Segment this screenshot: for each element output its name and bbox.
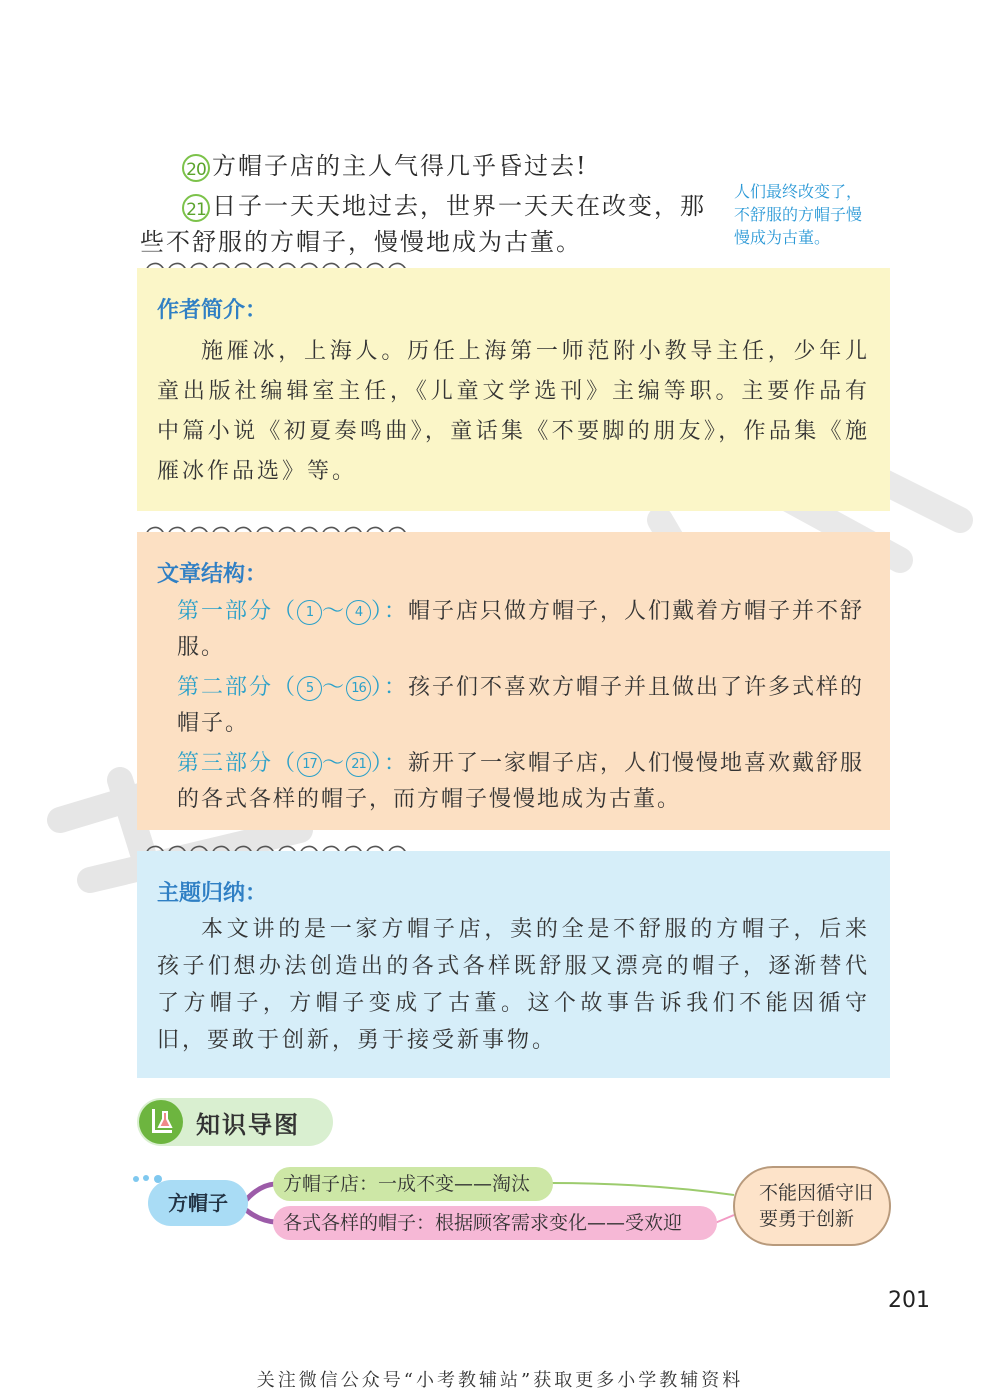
flask-icon	[139, 1100, 183, 1144]
paragraph-20	[182, 146, 588, 186]
mind-map-branch-a: 方帽子店：一成不变——淘汰	[273, 1167, 553, 1201]
conclusion-line: 不能因循守旧	[759, 1182, 874, 1204]
margin-note-line: 人们最终改变了，	[734, 182, 863, 201]
part-text: 帽子店只做方帽子，人们戴着方帽子并不舒服。	[177, 599, 865, 660]
paragraph-21-text-1: 日子一天天地过去，世界一天天在改变，那	[212, 192, 706, 220]
part-label: 第三部分（	[177, 751, 298, 776]
author-intro-box	[137, 268, 890, 511]
structure-part	[157, 746, 870, 818]
margin-note-line: 不舒服的方帽子慢	[734, 205, 863, 224]
author-intro-text: 施雁冰，上海人。历任上海第一师范附小教导主任，少年儿童出版社编辑室主任，《儿童文学选刊》主编等职。主要作品有中篇小说《初夏奏鸣曲》，童话集《不要脚的朋友》，作品集《施雁冰作品选》等。	[157, 339, 870, 484]
part-text: 孩子们不喜欢方帽子并且做出了许多式样的帽子。	[177, 675, 865, 736]
part-from: 17	[297, 752, 322, 777]
paragraph-21-line1	[182, 186, 722, 226]
part-from: 5	[297, 676, 322, 701]
conclusion-line: 要勇于创新	[759, 1208, 855, 1230]
theme-title: 主题归纳：	[157, 881, 268, 906]
part-close: ）：	[371, 751, 409, 776]
theme-box	[137, 851, 890, 1078]
part-sep: ～	[322, 599, 347, 624]
part-label: 第二部分（	[177, 675, 298, 700]
part-sep: ～	[322, 751, 347, 776]
mind-map-conclusion	[733, 1166, 891, 1246]
structure-part	[157, 594, 870, 666]
theme-text: 本文讲的是一家方帽子店，卖的全是不舒服的方帽子，后来孩子们想办法创造出的各式各样既舒服又漂亮的帽子，逐渐替代了方帽子，方帽子变成了古董。这个故事告诉我们不能因循守旧，要敢于创新，勇于接受新事物。	[157, 917, 870, 1053]
paragraph-21-line2: 些不舒服的方帽子，慢慢地成为古董。	[140, 228, 582, 256]
part-close: ）：	[371, 675, 409, 700]
part-to: 16	[346, 676, 371, 701]
part-sep: ～	[322, 675, 347, 700]
page-number: 201	[888, 1288, 930, 1313]
margin-note	[734, 180, 904, 249]
margin-note-line: 慢成为古董。	[734, 228, 831, 247]
structure-title: 文章结构：	[157, 562, 268, 587]
paragraph-20-text: 方帽子店的主人气得几乎昏过去!	[212, 152, 588, 180]
paragraph-number-20: 20	[182, 154, 210, 182]
mind-map-root: 方帽子	[148, 1180, 248, 1226]
part-close: ）：	[371, 599, 409, 624]
part-text: 新开了一家帽子店，人们慢慢地喜欢戴舒服的各式各样的帽子，而方帽子慢慢地成为古董。	[177, 751, 865, 812]
paragraph-number-21: 21	[182, 194, 210, 222]
knowledge-map-title: 知识导图	[196, 1111, 300, 1139]
part-to: 21	[346, 752, 371, 777]
author-intro-title: 作者简介：	[157, 298, 268, 323]
structure-part	[157, 670, 870, 742]
structure-box	[137, 532, 890, 830]
part-label: 第一部分（	[177, 599, 298, 624]
footer-note: 关注微信公众号“小考教辅站”获取更多小学教辅资料	[256, 1370, 744, 1391]
part-to: 4	[346, 600, 371, 625]
mind-map-branch-b: 各式各样的帽子：根据顾客需求变化——受欢迎	[273, 1206, 717, 1240]
part-from: 1	[297, 600, 322, 625]
